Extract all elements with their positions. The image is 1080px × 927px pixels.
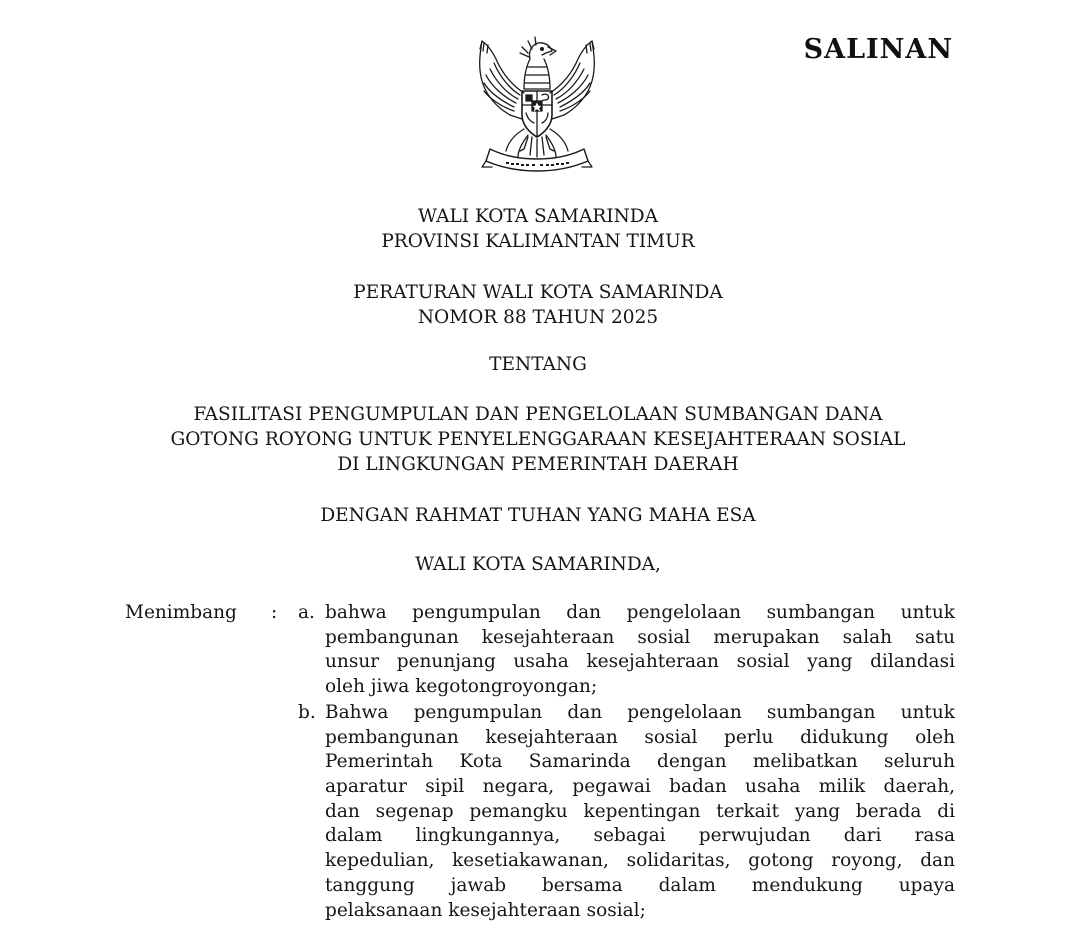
issuing-authority	[0, 204, 1076, 254]
regulation-heading	[0, 280, 1076, 330]
title-line: FASILITASI PENGUMPULAN DAN PENGELOLAAN SUMBANGAN DANA	[193, 404, 883, 425]
text-line: aparatur sipil negara, pegawai badan usaha milik daerah,	[325, 776, 955, 798]
text-line: tanggung jawab bersama dalam mendukung upaya	[325, 874, 955, 896]
province-name: PROVINSI KALIMANTAN TIMUR	[381, 231, 695, 252]
text-line: pembangunan kesejahteraan sosial merupakan salah satu	[325, 626, 955, 648]
text-line: oleh jiwa kegotongroyongan;	[325, 676, 598, 698]
item-text	[325, 701, 955, 923]
authority-name: WALI KOTA SAMARINDA	[418, 206, 658, 227]
item-text	[325, 601, 955, 700]
title-line: GOTONG ROYONG UNTUK PENYELENGGARAAN KESEJAHTERAAN SOSIAL	[170, 429, 906, 450]
text-line: pelaksanaan kesejahteraan sosial;	[325, 899, 646, 921]
text-line: unsur penunjang usaha kesejahteraan sosial yang dilandasi	[325, 651, 955, 673]
garuda-emblem	[462, 33, 612, 175]
issuer: WALI KOTA SAMARINDA,	[415, 554, 661, 575]
text-line: dalam lingkungannya, sebagai perwujudan dari rasa	[325, 825, 955, 847]
text-line: kepedulian, kesetiakawanan, solidaritas, gotong royong, dan	[325, 850, 955, 872]
regulation-title	[0, 402, 1076, 477]
text-line: Pemerintah Kota Samarinda dengan melibatkan seluruh	[325, 751, 955, 773]
considering-label: Menimbang	[125, 602, 237, 623]
considering-colon: :	[271, 602, 278, 623]
text-line: Bahwa pengumpulan dan pengelolaan sumbangan untuk	[325, 702, 955, 723]
text-line: pembangunan kesejahteraan sosial perlu didukung oleh	[325, 726, 955, 748]
salinan-stamp: SALINAN	[803, 34, 953, 65]
regulation-number: NOMOR 88 TAHUN 2025	[417, 307, 659, 328]
regulation-type: PERATURAN WALI KOTA SAMARINDA	[353, 282, 723, 303]
about-label: TENTANG	[489, 354, 587, 375]
item-marker: b.	[298, 702, 316, 723]
preamble: DENGAN RAHMAT TUHAN YANG MAHA ESA	[320, 505, 756, 526]
title-line: DI LINGKUNGAN PEMERINTAH DAERAH	[337, 454, 739, 475]
text-line: bahwa pengumpulan dan pengelolaan sumbangan untuk	[325, 602, 955, 623]
item-marker: a.	[298, 602, 315, 623]
text-line: dan segenap pemangku kepentingan terkait yang berada di	[325, 800, 955, 822]
